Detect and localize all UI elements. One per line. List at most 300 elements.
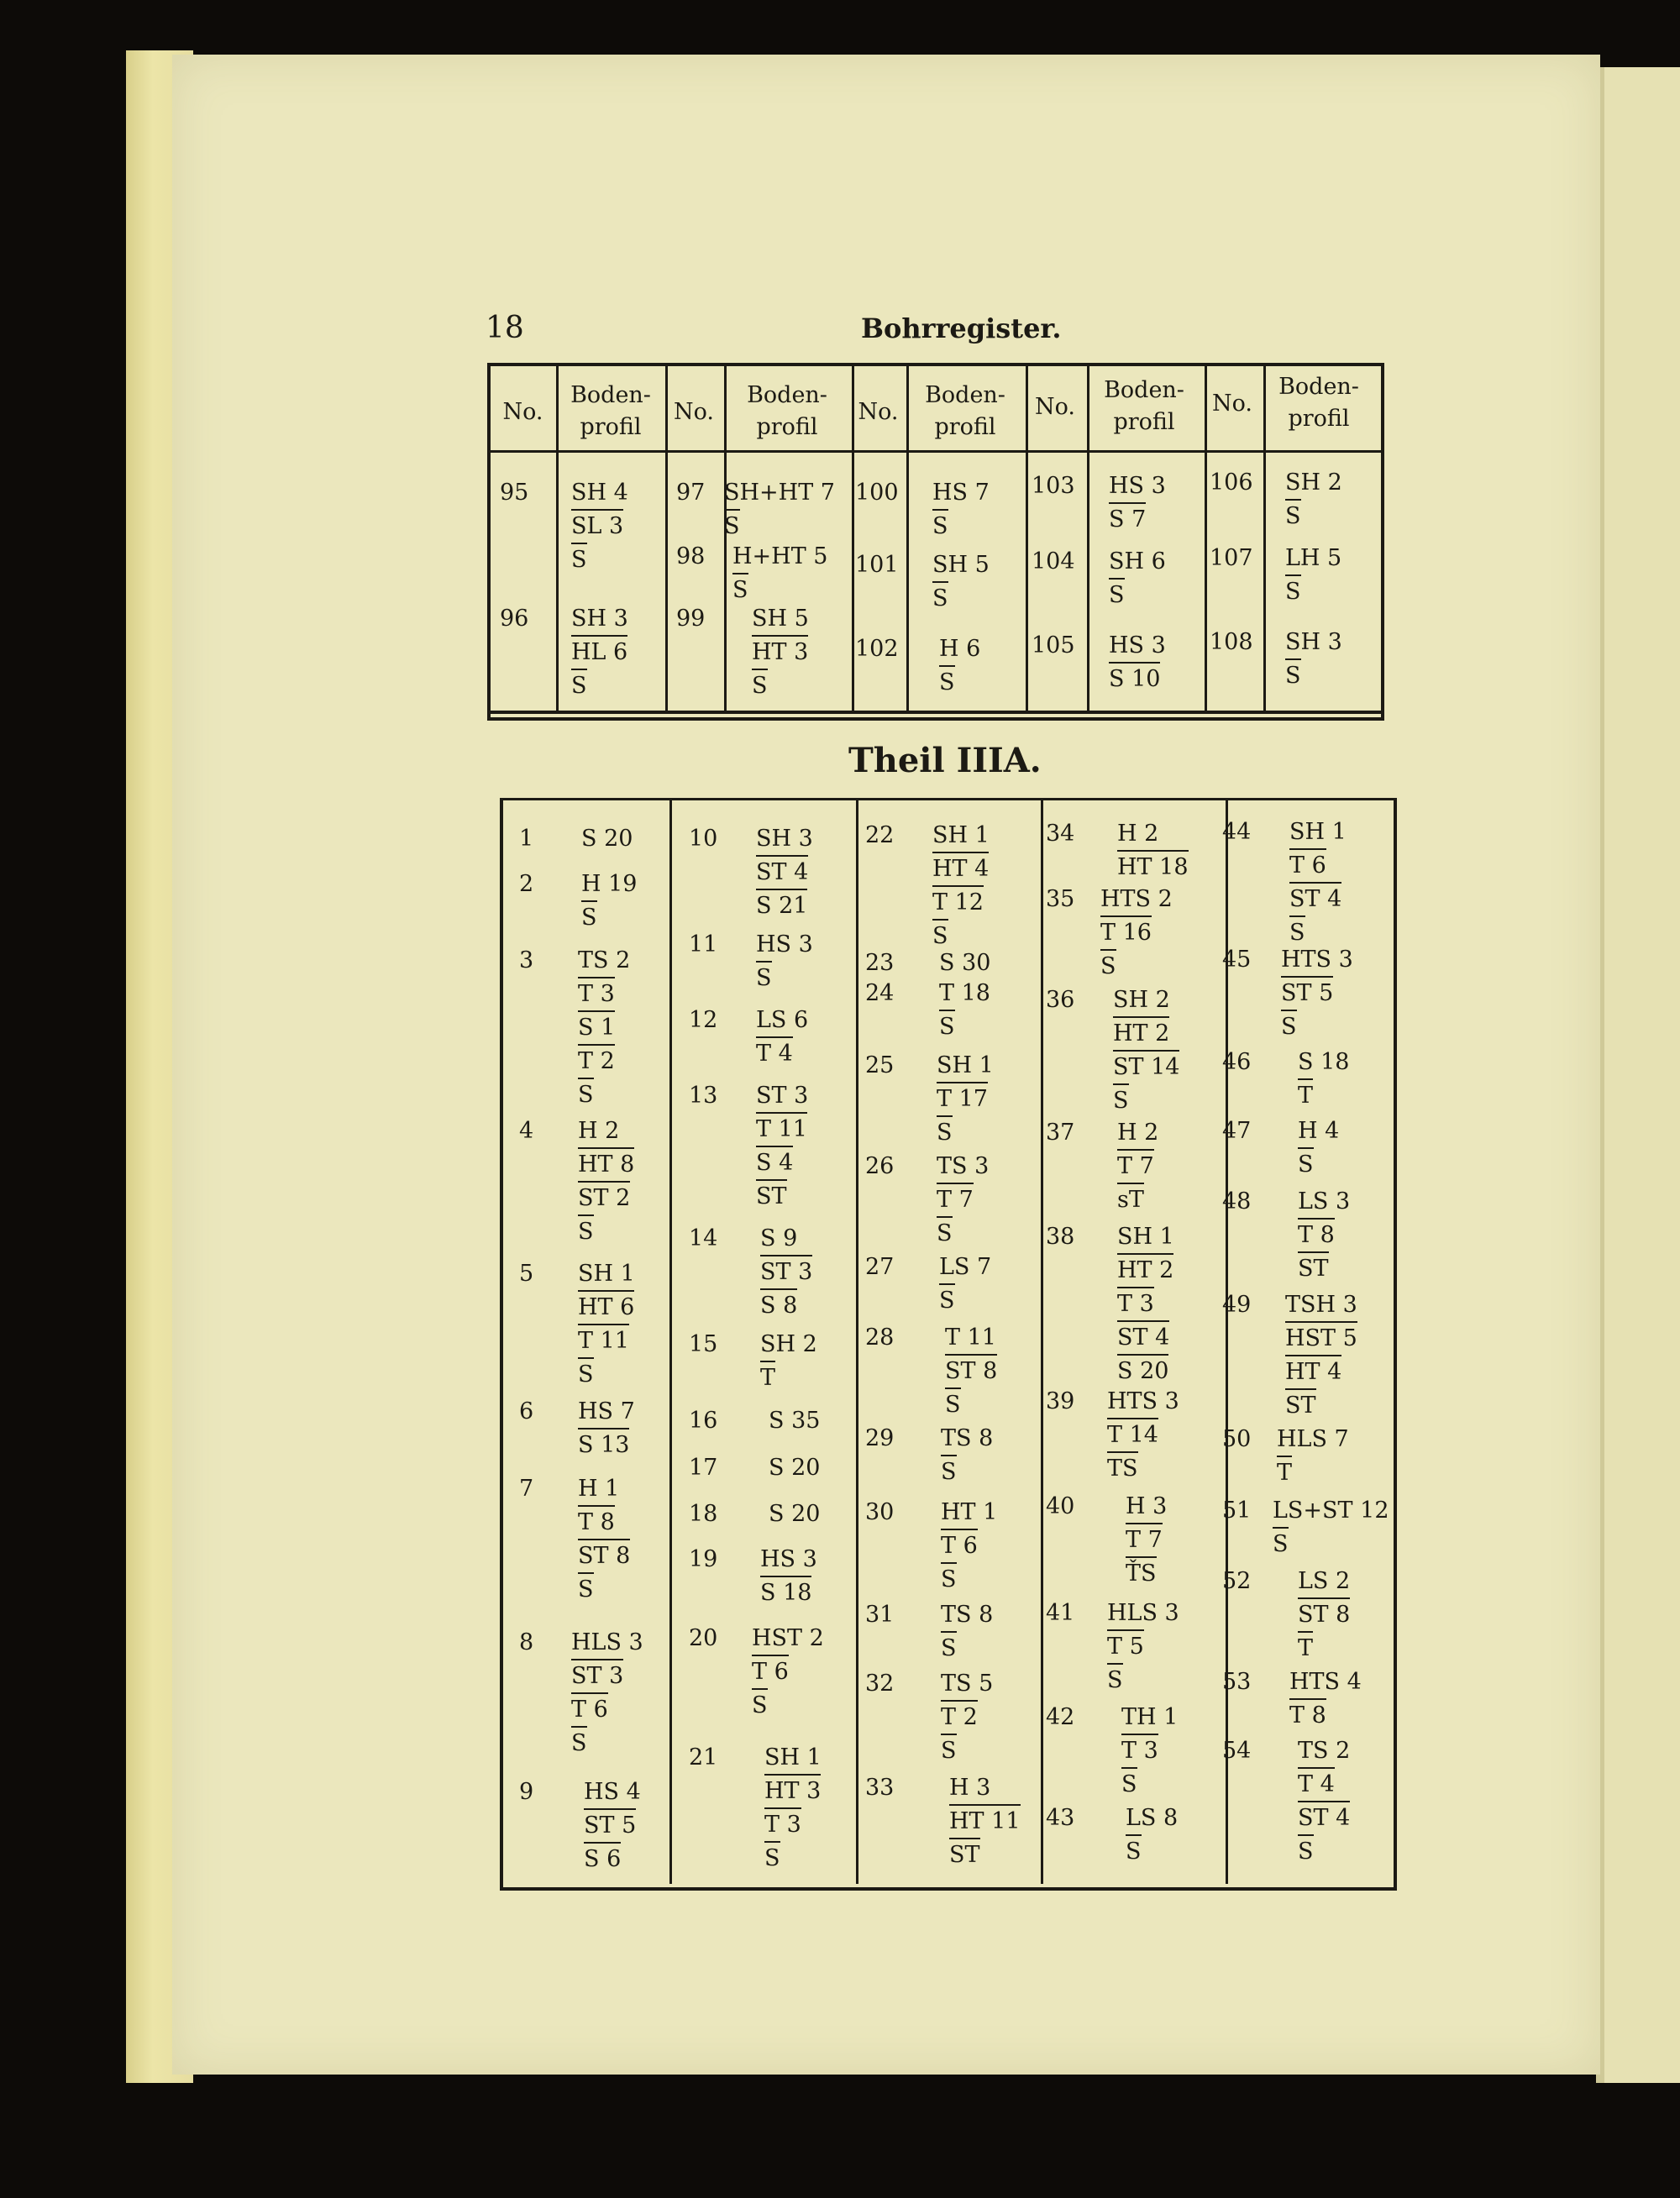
entry-number: 36 bbox=[1046, 987, 1075, 1013]
soil-layer: S bbox=[752, 669, 768, 702]
soil-layer: SH 4 bbox=[571, 480, 628, 506]
soil-layer: T 2 bbox=[578, 1044, 615, 1078]
soil-layer: HS 7 bbox=[578, 1398, 635, 1424]
entry-number: 105 bbox=[1032, 632, 1075, 658]
soil-layer: T 14 bbox=[1107, 1418, 1158, 1451]
entry-number: 21 bbox=[689, 1744, 718, 1770]
entry-number: 50 bbox=[1222, 1426, 1252, 1452]
header-profile-line2: profil bbox=[934, 414, 996, 440]
entry-number: 51 bbox=[1222, 1498, 1252, 1524]
soil-layer: S bbox=[945, 1388, 961, 1421]
soil-profile bbox=[939, 947, 990, 979]
soil-profile bbox=[1298, 1115, 1339, 1181]
entry-number: 34 bbox=[1046, 821, 1075, 847]
soil-layer: HTS 3 bbox=[1281, 947, 1353, 973]
soil-layer: S bbox=[578, 1078, 594, 1111]
soil-profile bbox=[1289, 816, 1347, 949]
soil-profile bbox=[1117, 1221, 1174, 1388]
entry-number: 26 bbox=[865, 1153, 895, 1179]
entry-number: 11 bbox=[689, 931, 718, 957]
soil-layer: HT 4 bbox=[1285, 1355, 1341, 1388]
entry-number: 18 bbox=[689, 1501, 718, 1527]
soil-profile bbox=[1277, 1424, 1349, 1489]
soil-profile bbox=[939, 1251, 991, 1317]
soil-layer: T 3 bbox=[764, 1807, 801, 1841]
soil-layer: T 8 bbox=[1298, 1218, 1335, 1251]
soil-profile bbox=[581, 868, 638, 934]
header-no: No. bbox=[1035, 394, 1075, 420]
soil-layer: S bbox=[724, 509, 740, 543]
soil-layer: S bbox=[732, 573, 748, 606]
soil-profile bbox=[756, 1005, 808, 1070]
soil-profile bbox=[1285, 543, 1341, 608]
entry-number: 7 bbox=[519, 1476, 534, 1502]
page-number: 18 bbox=[486, 311, 524, 345]
soil-profile bbox=[1289, 1666, 1362, 1732]
soil-layer: S bbox=[1107, 1663, 1123, 1697]
soil-profile bbox=[1298, 1735, 1350, 1868]
soil-profile bbox=[724, 477, 835, 543]
soil-profile bbox=[949, 1772, 1021, 1871]
soil-layer: S 13 bbox=[578, 1428, 629, 1461]
soil-profile bbox=[764, 1742, 822, 1875]
soil-layer: ST bbox=[1285, 1388, 1316, 1422]
soil-layer: SH 2 bbox=[1285, 470, 1342, 496]
soil-layer: S 8 bbox=[760, 1288, 797, 1322]
entry-number: 103 bbox=[1032, 473, 1075, 499]
soil-profile bbox=[1107, 1597, 1179, 1697]
soil-layer: SH 1 bbox=[1117, 1224, 1174, 1250]
soil-layer: S bbox=[941, 1734, 957, 1767]
facing-page bbox=[1604, 67, 1680, 2083]
soil-layer: HLS 3 bbox=[571, 1629, 643, 1655]
soil-profile bbox=[1285, 627, 1342, 692]
soil-layer: S bbox=[578, 1214, 594, 1248]
soil-layer: HS 3 bbox=[1109, 473, 1166, 499]
soil-layer: S 18 bbox=[760, 1576, 811, 1609]
soil-layer: ST 4 bbox=[1298, 1801, 1350, 1834]
soil-layer: HS 3 bbox=[756, 931, 813, 957]
soil-profile bbox=[932, 477, 990, 543]
soil-layer: HT 2 bbox=[1117, 1253, 1173, 1287]
entry-number: 45 bbox=[1222, 947, 1252, 973]
soil-layer: T 8 bbox=[578, 1505, 615, 1539]
header-no: No. bbox=[502, 399, 543, 425]
soil-layer: T 6 bbox=[1289, 848, 1326, 882]
soil-layer: S bbox=[764, 1841, 780, 1875]
soil-profile bbox=[1281, 944, 1353, 1043]
entry-number: 28 bbox=[865, 1325, 895, 1351]
soil-layer: S bbox=[1285, 574, 1301, 608]
soil-layer: T bbox=[760, 1361, 775, 1394]
soil-profile bbox=[578, 945, 630, 1111]
soil-layer: HST 5 bbox=[1285, 1321, 1357, 1355]
soil-profile bbox=[760, 1544, 817, 1609]
soil-layer: SH 3 bbox=[756, 826, 813, 852]
soil-profile bbox=[578, 1473, 630, 1606]
col-rule bbox=[856, 798, 858, 1884]
entry-number: 17 bbox=[689, 1455, 718, 1481]
entry-number: 19 bbox=[689, 1546, 718, 1572]
soil-layer: S bbox=[1285, 658, 1301, 692]
soil-layer: HT 4 bbox=[932, 852, 989, 885]
soil-layer: S 30 bbox=[939, 950, 991, 976]
soil-layer: T 6 bbox=[571, 1692, 608, 1726]
soil-layer: S 9 bbox=[760, 1225, 798, 1251]
soil-profile bbox=[769, 1405, 820, 1437]
soil-layer: ST bbox=[756, 1179, 787, 1213]
soil-profile bbox=[769, 1452, 820, 1484]
soil-layer: S bbox=[1298, 1834, 1314, 1868]
header-profile-line1: Boden- bbox=[570, 382, 651, 408]
soil-layer: ST 3 bbox=[571, 1659, 623, 1692]
header-profile-line1: Boden- bbox=[1278, 374, 1359, 400]
entry-number: 95 bbox=[500, 480, 529, 506]
entry-number: 47 bbox=[1222, 1118, 1252, 1144]
soil-layer: H 2 bbox=[1117, 1120, 1159, 1146]
soil-profile bbox=[1298, 1047, 1349, 1112]
soil-layer: HL 6 bbox=[571, 635, 627, 669]
entry-number: 22 bbox=[865, 822, 895, 848]
soil-profile bbox=[578, 1258, 635, 1391]
soil-layer: S bbox=[941, 1631, 957, 1665]
entry-number: 104 bbox=[1032, 548, 1075, 574]
soil-layer: ST 5 bbox=[1281, 976, 1333, 1010]
entry-number: 4 bbox=[519, 1118, 534, 1144]
soil-layer: SH 6 bbox=[1109, 548, 1166, 574]
entry-number: 49 bbox=[1222, 1292, 1252, 1318]
soil-layer: SH 2 bbox=[760, 1331, 817, 1357]
soil-layer: HT 6 bbox=[578, 1290, 634, 1324]
soil-profile bbox=[571, 1627, 643, 1760]
entry-number: 20 bbox=[689, 1625, 718, 1651]
entry-number: 15 bbox=[689, 1331, 718, 1357]
soil-profile bbox=[1107, 1386, 1179, 1485]
soil-layer: T 11 bbox=[945, 1325, 996, 1351]
soil-layer: T 3 bbox=[1117, 1287, 1154, 1320]
soil-layer: TSH 3 bbox=[1285, 1292, 1357, 1318]
soil-layer: T 18 bbox=[939, 980, 990, 1006]
soil-layer: T bbox=[1298, 1078, 1313, 1112]
soil-layer: S 20 bbox=[581, 826, 633, 852]
header-profile-line1: Boden- bbox=[747, 382, 827, 408]
col-rule bbox=[669, 798, 672, 1884]
soil-profile bbox=[756, 929, 813, 994]
soil-layer: S 7 bbox=[1109, 502, 1146, 536]
soil-layer: HT 2 bbox=[1113, 1016, 1169, 1050]
entry-number: 10 bbox=[689, 826, 718, 852]
soil-layer: H 4 bbox=[1298, 1118, 1340, 1144]
soil-layer: T 12 bbox=[932, 885, 984, 919]
soil-layer: ST 4 bbox=[1289, 882, 1341, 915]
soil-profile bbox=[584, 1776, 641, 1875]
soil-layer: S bbox=[939, 1010, 955, 1043]
soil-layer: T 6 bbox=[752, 1655, 789, 1688]
soil-profile bbox=[1285, 1289, 1357, 1422]
soil-layer: T 11 bbox=[578, 1324, 629, 1357]
soil-layer: S 21 bbox=[756, 889, 807, 922]
section-rule bbox=[487, 711, 1384, 714]
soil-profile bbox=[945, 1322, 997, 1421]
soil-layer: ST 4 bbox=[1117, 1320, 1169, 1354]
header-rule bbox=[491, 450, 1381, 453]
soil-layer: S bbox=[941, 1455, 957, 1488]
soil-layer: ST bbox=[1298, 1251, 1329, 1285]
entry-number: 30 bbox=[865, 1499, 895, 1525]
entry-number: 13 bbox=[689, 1083, 718, 1109]
entry-number: 44 bbox=[1222, 819, 1252, 845]
soil-layer: HT 3 bbox=[764, 1774, 821, 1807]
soil-layer: ST 5 bbox=[584, 1808, 636, 1842]
soil-profile bbox=[756, 823, 813, 922]
soil-layer: S bbox=[578, 1572, 594, 1606]
soil-layer: S bbox=[1100, 949, 1116, 983]
soil-layer: H 19 bbox=[581, 871, 638, 897]
soil-layer: sT bbox=[1117, 1183, 1144, 1216]
soil-layer: TS 3 bbox=[937, 1153, 990, 1179]
col-rule bbox=[1041, 798, 1043, 1884]
entry-number: 43 bbox=[1046, 1805, 1075, 1831]
soil-profile bbox=[769, 1498, 820, 1530]
soil-layer: T 17 bbox=[937, 1082, 988, 1115]
soil-layer: T 5 bbox=[1107, 1629, 1144, 1663]
soil-layer: T 16 bbox=[1100, 915, 1152, 949]
soil-layer: S bbox=[571, 669, 587, 702]
soil-layer: S bbox=[1285, 499, 1301, 532]
soil-layer: TS 2 bbox=[578, 947, 631, 973]
entry-number: 33 bbox=[865, 1775, 895, 1801]
soil-layer: S bbox=[1273, 1527, 1289, 1561]
soil-profile bbox=[1121, 1702, 1178, 1801]
soil-layer: S 1 bbox=[578, 1010, 615, 1044]
header-profile-line2: profil bbox=[756, 414, 818, 440]
soil-profile bbox=[941, 1497, 997, 1596]
soil-layer: ST 2 bbox=[578, 1181, 630, 1214]
soil-layer: HTS 4 bbox=[1289, 1669, 1362, 1695]
soil-layer: LS 3 bbox=[1298, 1188, 1351, 1214]
soil-layer: TS bbox=[1107, 1451, 1138, 1485]
soil-layer: T 7 bbox=[1117, 1149, 1154, 1183]
soil-layer: HTS 3 bbox=[1107, 1388, 1179, 1414]
soil-layer: T 4 bbox=[1298, 1767, 1335, 1801]
entry-number: 29 bbox=[865, 1425, 895, 1451]
soil-layer: S bbox=[1113, 1083, 1129, 1117]
soil-layer: T bbox=[1277, 1456, 1292, 1489]
entry-number: 39 bbox=[1046, 1388, 1075, 1414]
soil-layer: S bbox=[937, 1216, 953, 1250]
entry-number: 23 bbox=[865, 950, 895, 976]
soil-layer: T 8 bbox=[1289, 1698, 1326, 1732]
soil-profile bbox=[732, 541, 827, 606]
header-no: No. bbox=[858, 399, 899, 425]
entry-number: 96 bbox=[500, 606, 529, 632]
soil-layer: T 7 bbox=[1126, 1523, 1163, 1556]
soil-layer: S 20 bbox=[1117, 1354, 1168, 1388]
soil-layer: ŤS bbox=[1126, 1556, 1157, 1590]
soil-layer: HS 4 bbox=[584, 1779, 641, 1805]
soil-layer: LS 7 bbox=[939, 1254, 992, 1280]
entry-number: 32 bbox=[865, 1671, 895, 1697]
soil-profile bbox=[941, 1668, 993, 1767]
soil-layer: T bbox=[1298, 1631, 1313, 1665]
entry-number: 108 bbox=[1210, 629, 1253, 655]
entry-number: 1 bbox=[519, 826, 534, 852]
soil-layer: S bbox=[932, 509, 948, 543]
soil-layer: HLS 7 bbox=[1277, 1426, 1349, 1452]
soil-layer: HS 3 bbox=[760, 1546, 817, 1572]
entry-number: 6 bbox=[519, 1398, 534, 1424]
soil-layer: LH 5 bbox=[1285, 545, 1342, 571]
soil-layer: H 3 bbox=[1126, 1493, 1168, 1519]
soil-layer: T 7 bbox=[937, 1183, 974, 1216]
soil-profile bbox=[756, 1080, 808, 1213]
soil-layer: S 20 bbox=[769, 1455, 821, 1481]
soil-profile bbox=[578, 1396, 635, 1461]
soil-layer: TS 2 bbox=[1298, 1738, 1351, 1764]
soil-layer: S bbox=[578, 1357, 594, 1391]
soil-profile bbox=[1298, 1566, 1350, 1665]
soil-layer: HT 1 bbox=[941, 1499, 998, 1525]
soil-layer: HST 2 bbox=[752, 1625, 824, 1651]
soil-layer: HT 8 bbox=[578, 1147, 634, 1181]
soil-layer: T 2 bbox=[941, 1700, 978, 1734]
soil-layer: S bbox=[1126, 1834, 1142, 1868]
soil-layer: S bbox=[571, 1726, 587, 1760]
soil-layer: ST 14 bbox=[1113, 1050, 1179, 1083]
soil-layer: H 2 bbox=[1117, 821, 1159, 847]
soil-layer: S bbox=[1281, 1010, 1297, 1043]
soil-profile bbox=[1109, 546, 1166, 611]
soil-layer: LS+ST 12 bbox=[1273, 1498, 1389, 1524]
entry-number: 106 bbox=[1210, 470, 1253, 496]
entry-number: 25 bbox=[865, 1052, 895, 1078]
soil-layer: S bbox=[937, 1115, 953, 1149]
soil-profile bbox=[937, 1050, 994, 1149]
entry-number: 54 bbox=[1222, 1738, 1252, 1764]
entry-number: 102 bbox=[855, 636, 899, 662]
soil-layer: S bbox=[581, 900, 597, 934]
soil-layer: SH 3 bbox=[571, 606, 628, 632]
soil-layer: S 20 bbox=[769, 1501, 821, 1527]
entry-number: 12 bbox=[689, 1007, 718, 1033]
soil-layer: HT 11 bbox=[949, 1804, 1021, 1838]
entry-number: 41 bbox=[1046, 1600, 1075, 1626]
soil-layer: SH 3 bbox=[1285, 629, 1342, 655]
soil-layer: T 3 bbox=[1121, 1734, 1158, 1767]
soil-layer: SH 5 bbox=[752, 606, 809, 632]
header-profile-line2: profil bbox=[580, 414, 642, 440]
entry-number: 14 bbox=[689, 1225, 718, 1251]
soil-profile bbox=[571, 603, 628, 702]
entry-number: 40 bbox=[1046, 1493, 1075, 1519]
soil-layer: S 10 bbox=[1109, 662, 1160, 695]
soil-profile bbox=[578, 1115, 634, 1248]
soil-layer: S bbox=[1109, 578, 1125, 611]
soil-profile bbox=[1298, 1186, 1350, 1285]
soil-layer: S bbox=[932, 919, 948, 952]
soil-layer: LS 2 bbox=[1298, 1568, 1351, 1594]
soil-profile bbox=[937, 1151, 989, 1250]
entry-number: 3 bbox=[519, 947, 534, 973]
soil-layer: TS 5 bbox=[941, 1671, 994, 1697]
soil-profile bbox=[760, 1223, 812, 1322]
soil-layer: ST 3 bbox=[756, 1083, 809, 1109]
soil-profile bbox=[1100, 884, 1173, 983]
soil-layer: LS 6 bbox=[756, 1007, 809, 1033]
soil-layer: H 6 bbox=[939, 636, 981, 662]
soil-layer: T 6 bbox=[941, 1529, 978, 1562]
header-no: No. bbox=[1212, 391, 1252, 417]
soil-profile bbox=[1126, 1802, 1178, 1868]
entry-number: 27 bbox=[865, 1254, 895, 1280]
soil-layer: S bbox=[1121, 1767, 1137, 1801]
header-profile bbox=[724, 380, 850, 443]
soil-layer: LS 8 bbox=[1126, 1805, 1179, 1831]
soil-layer: H 1 bbox=[578, 1476, 620, 1502]
soil-layer: ST 8 bbox=[945, 1354, 997, 1388]
soil-layer: S 4 bbox=[756, 1146, 793, 1179]
entry-number: 16 bbox=[689, 1408, 718, 1434]
entry-number: 38 bbox=[1046, 1224, 1075, 1250]
entry-number: 52 bbox=[1222, 1568, 1252, 1594]
soil-layer: H 2 bbox=[578, 1118, 620, 1144]
soil-layer: HS 3 bbox=[1109, 632, 1166, 658]
soil-profile bbox=[939, 978, 990, 1043]
entry-number: 9 bbox=[519, 1779, 534, 1805]
soil-profile bbox=[1109, 470, 1166, 536]
header-profile-line2: profil bbox=[1288, 406, 1350, 432]
header-profile-line1: Boden- bbox=[1104, 377, 1184, 403]
soil-layer: TS 8 bbox=[941, 1425, 994, 1451]
entry-number: 37 bbox=[1046, 1120, 1075, 1146]
section-title: Theil IIIA. bbox=[848, 741, 1042, 780]
soil-layer: S bbox=[1298, 1147, 1314, 1181]
soil-layer: ST bbox=[949, 1838, 980, 1871]
soil-layer: SL 3 bbox=[571, 509, 623, 543]
soil-layer: SH 1 bbox=[932, 822, 990, 848]
soil-profile bbox=[1109, 630, 1166, 695]
soil-profile bbox=[571, 477, 628, 576]
entry-number: 97 bbox=[676, 480, 706, 506]
entry-number: 31 bbox=[865, 1602, 895, 1628]
soil-layer: HT 18 bbox=[1117, 850, 1189, 884]
header-profile bbox=[906, 380, 1024, 443]
soil-layer: SH 1 bbox=[937, 1052, 994, 1078]
soil-layer: TS 8 bbox=[941, 1602, 994, 1628]
soil-profile bbox=[1117, 1117, 1158, 1216]
entry-number: 35 bbox=[1046, 886, 1075, 912]
soil-layer: S bbox=[932, 581, 948, 615]
soil-profile bbox=[941, 1599, 993, 1665]
soil-profile bbox=[752, 1623, 824, 1722]
soil-layer: S 18 bbox=[1298, 1049, 1350, 1075]
soil-profile bbox=[939, 633, 980, 699]
soil-layer: S bbox=[756, 961, 772, 994]
soil-layer: T 3 bbox=[578, 977, 615, 1010]
header-profile-line1: Boden- bbox=[925, 382, 1005, 408]
soil-profile bbox=[581, 823, 633, 855]
entry-number: 101 bbox=[855, 552, 899, 578]
header-no: No. bbox=[674, 399, 714, 425]
entry-number: 46 bbox=[1222, 1049, 1252, 1075]
soil-profile bbox=[932, 549, 990, 615]
soil-layer: SH 1 bbox=[1289, 819, 1347, 845]
soil-profile bbox=[1285, 467, 1342, 532]
soil-layer: HLS 3 bbox=[1107, 1600, 1179, 1626]
soil-profile bbox=[1273, 1495, 1389, 1561]
soil-layer: H+HT 5 bbox=[732, 543, 828, 569]
soil-layer: SH+HT 7 bbox=[724, 480, 835, 506]
